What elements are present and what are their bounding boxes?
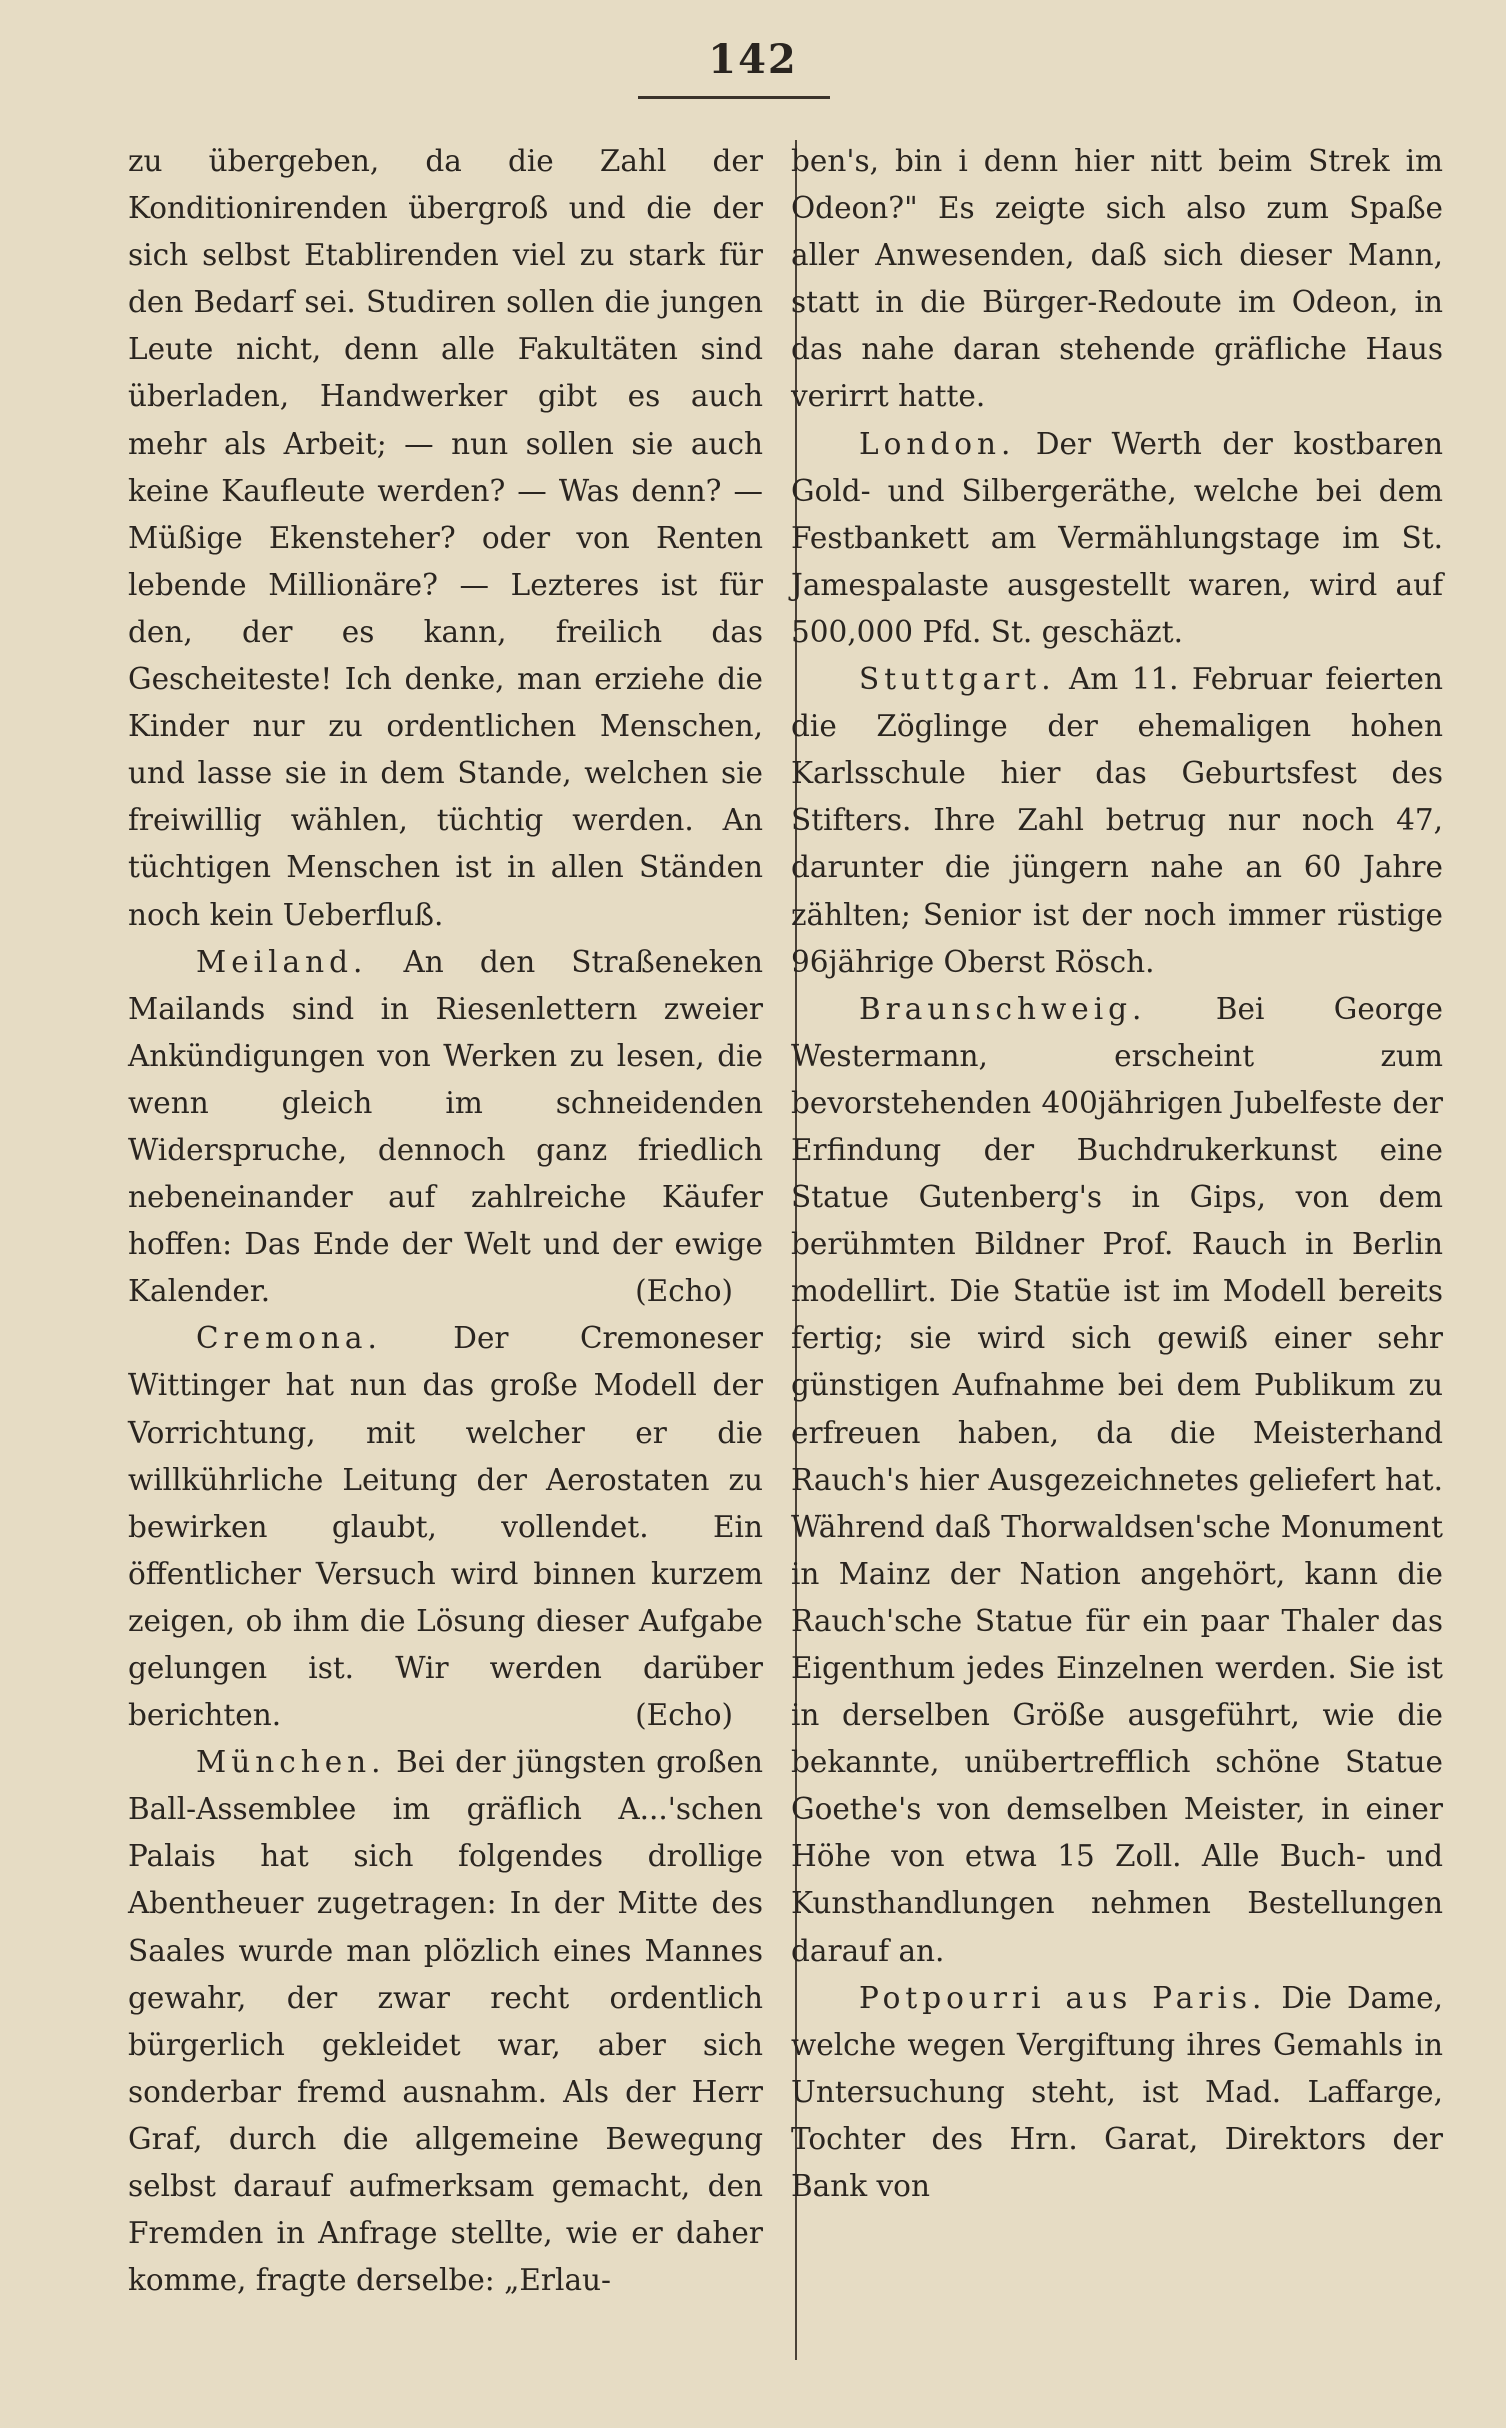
article-cremona [128,1315,763,1739]
article-stuttgart-text: Am 11. Februar feierten die Zöglinge der ehemaligen hohen Karlsschule hier das Geburtsfest des Stifters. Ihre Zahl betrug nur noch 47, darunter die jüngern nahe an 60 Jahre zählten; Senior ist der noch immer rüstige 96jährige Oberst Rösch. [791,662,1443,979]
source-echo: (Echo) [635,1698,733,1733]
article-continuation: zu übergeben, da die Zahl der Konditionirenden übergroß und die der sich selbst Etablirenden viel zu stark für den Bedarf sei. Studiren sollen die jungen Leute nicht, denn alle Fakultäten sind überladen, Handwerker gibt es auch mehr als Arbeit; — nun sollen sie auch keine Kaufleute werden? — Was denn? — Müßige Ekensteher? oder von Renten lebende Millionäre? — Lezteres ist für den, der es kann, freilich das Gescheiteste! Ich denke, man erziehe die Kinder nur zu ordentlichen Menschen, und lasse sie in dem Stande, welchen sie freiwillig wählen, tüchtig werden. An tüchtigen Menschen ist in allen Ständen noch kein Ueberfluß. [128,144,763,932]
article-meiland-text: An den Straßeneken Mailands sind in Riesenlettern zweier Ankündigungen von Werken zu lesen, die wenn gleich im schneidenden Widerspruche, dennoch ganz friedlich nebeneinander auf zahlreiche Käufer hoffen: Das Ende der Welt und der ewige Kalender. [128,944,763,1309]
article-meiland [128,939,763,1316]
header-rule [638,96,830,99]
dateline-cremona: Cremona. [196,1321,382,1356]
dateline-meiland: Meiland. [196,944,368,979]
dateline-braunschweig: Braunschweig. [859,991,1147,1026]
article-paris [791,1975,1443,2210]
article-muenchen [128,1739,763,2304]
right-column [791,138,1443,2210]
article-muenchen-continuation: ben's, bin i denn hier nitt beim Strek im Odeon?" Es zeigte sich also zum Spaße aller Anwesenden, daß sich dieser Mann, statt in die Bürger-Redoute im Odeon, in das nahe daran stehende gräfliche Haus verirrt hatte. [791,144,1443,414]
article-london-text: Der Werth der kostbaren Gold- und Silbergeräthe, welche bei dem Festbankett am Vermählungstage im St. Jamespalaste ausgestellt waren, wird auf 500,000 Pfd. St. geschäzt. [791,426,1443,649]
left-column [128,138,763,2304]
dateline-paris: Potpourri aus Paris. [859,1980,1267,2015]
article-muenchen-text: Bei der jüngsten großen Ball-Assemblee im gräflich A...'schen Palais hat sich folgendes drollige Abentheuer zugetragen: In der Mitte des Saales wurde man plözlich eines Mannes gewahr, der zwar recht ordentlich bürgerlich gekleidet war, aber sich sonderbar fremd ausnahm. Als der Herr Graf, durch die allgemeine Bewegung selbst darauf aufmerksam gemacht, den Fremden in Anfrage stellte, wie er daher komme, fragte derselbe: „Erlau- [128,1745,763,2298]
dateline-stuttgart: Stuttgart. [859,662,1056,697]
article-london [791,421,1443,656]
dateline-london: London. [859,426,1016,461]
article-braunschweig-text: Bei George Westermann, erscheint zum bevorstehenden 400jährigen Jubelfeste der Erfindung der Buchdrukerkunst eine Statue Gutenberg's in Gips, von dem berühmten Bildner Prof. Rauch in Berlin modellirt. Die Statüe ist im Modell bereits fertig; sie wird sich gewiß einer sehr günstigen Aufnahme bei dem Publikum zu erfreuen haben, da die Meisterhand Rauch's hier Ausgezeichnetes geliefert hat. Während daß Thorwaldsen'sche Monument in Mainz der Nation angehört, kann die Rauch'sche Statue für ein paar Thaler das Eigenthum jedes Einzelnen werden. Sie ist in derselben Größe ausgeführt, wie die bekannte, unübertrefflich schöne Statue Goethe's von demselben Meister, in einer Höhe von etwa 15 Zoll. Alle Buch- und Kunsthandlungen nehmen Bestellungen darauf an. [791,991,1443,1968]
article-stuttgart [791,656,1443,986]
source-echo: (Echo) [635,1274,733,1309]
page-number: 142 [708,36,798,83]
dateline-muenchen: München. [196,1745,386,1780]
article-paris-text: Die Dame, welche wegen Vergiftung ihres Gemahls in Untersuchung steht, ist Mad. Laffarge, Tochter des Hrn. Garat, Direktors der Bank von [791,1980,1443,2204]
article-braunschweig [791,986,1443,1975]
article-cremona-text: Der Cremoneser Wittinger hat nun das große Modell der Vorrichtung, mit welcher er die willkührliche Leitung der Aerostaten zu bewirken glaubt, vollendet. Ein öffentlicher Versuch wird binnen kurzem zeigen, ob ihm die Lösung dieser Aufgabe gelungen ist. Wir werden darüber berichten. [128,1321,763,1733]
